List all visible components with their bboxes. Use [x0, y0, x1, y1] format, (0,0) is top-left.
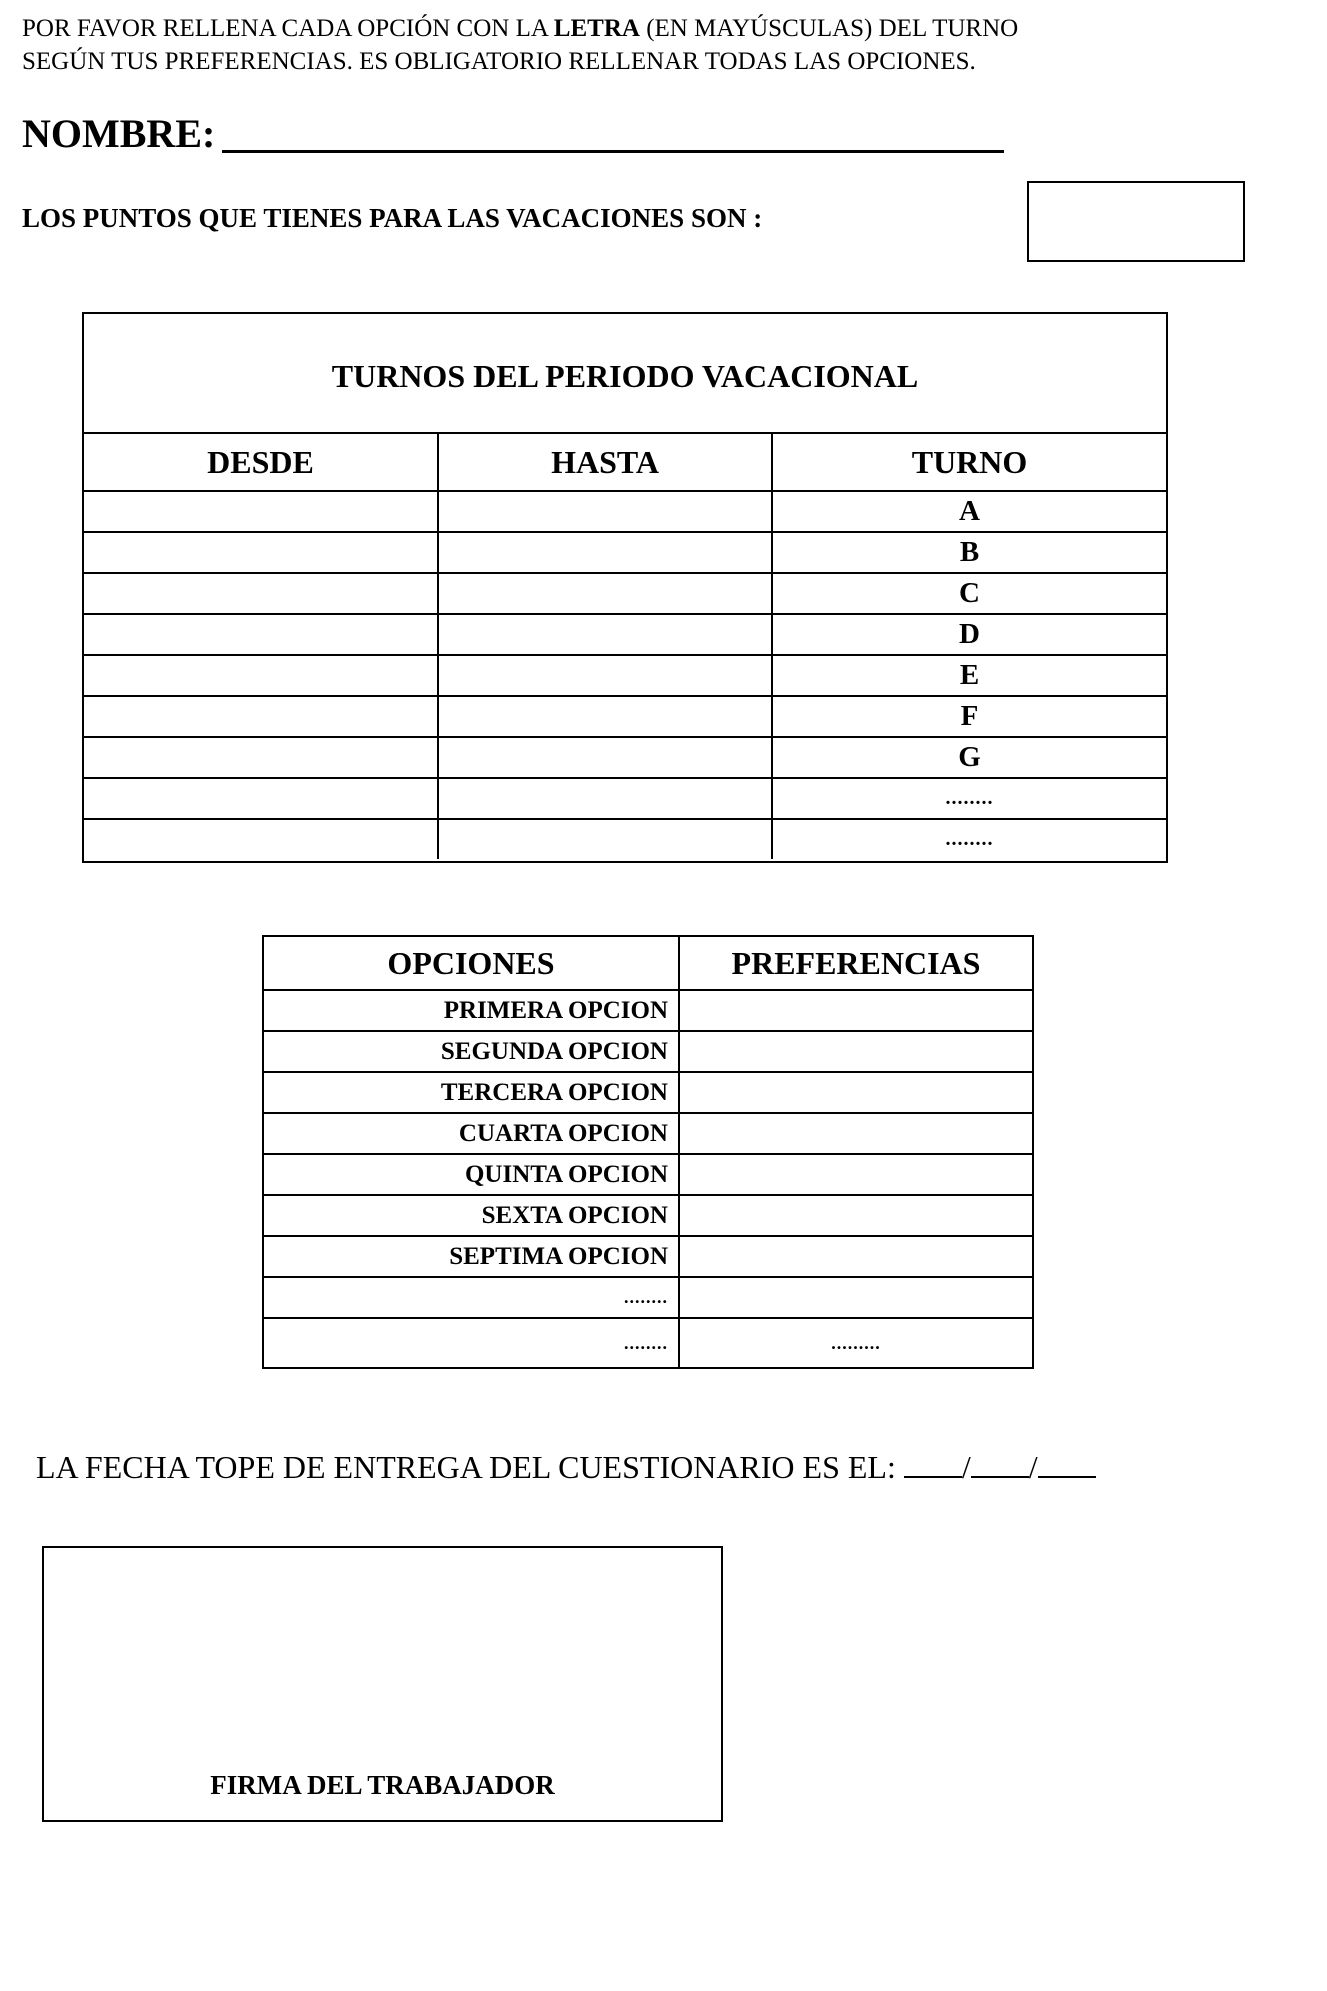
desde-cell[interactable] — [84, 573, 438, 614]
header-hasta: HASTA — [438, 434, 772, 491]
desde-cell[interactable] — [84, 655, 438, 696]
opcion-label: CUARTA OPCION — [263, 1113, 679, 1154]
preferencia-cell[interactable] — [679, 1154, 1033, 1195]
turnos-header-row — [84, 434, 1166, 491]
table-row — [84, 491, 1166, 532]
turno-cell: F — [772, 696, 1166, 737]
opcion-label: PRIMERA OPCION — [263, 990, 679, 1031]
header-turno: TURNO — [772, 434, 1166, 491]
opcion-label: SEPTIMA OPCION — [263, 1236, 679, 1277]
table-row — [263, 1154, 1033, 1195]
instructions-text — [22, 12, 1222, 78]
fecha-year-blank[interactable] — [1038, 1446, 1096, 1478]
desde-cell[interactable] — [84, 614, 438, 655]
hasta-cell[interactable] — [438, 819, 772, 859]
turno-cell: C — [772, 573, 1166, 614]
opcion-label: ........ — [263, 1277, 679, 1318]
table-row — [263, 1113, 1033, 1154]
desde-cell[interactable] — [84, 819, 438, 859]
table-row — [84, 778, 1166, 819]
fecha-separator: / — [961, 1449, 971, 1485]
puntos-label: LOS PUNTOS QUE TIENES PARA LAS VACACIONES SON : — [22, 203, 763, 233]
desde-cell[interactable] — [84, 778, 438, 819]
hasta-cell[interactable] — [438, 573, 772, 614]
table-row — [263, 990, 1033, 1031]
nombre-label: NOMBRE: — [22, 111, 216, 156]
opcion-label: QUINTA OPCION — [263, 1154, 679, 1195]
fecha-label: LA FECHA TOPE DE ENTREGA DEL CUESTIONARIO ES EL: — [36, 1449, 896, 1485]
table-row — [84, 532, 1166, 573]
instructions-part2: (EN MAYÚSCULAS) DEL TURNO — [639, 15, 1019, 42]
turno-cell: ........ — [772, 778, 1166, 819]
opcion-label: TERCERA OPCION — [263, 1072, 679, 1113]
turno-cell: ........ — [772, 819, 1166, 859]
fecha-line — [36, 1446, 1096, 1487]
puntos-input-box[interactable] — [1027, 181, 1245, 262]
table-row — [84, 614, 1166, 655]
turno-cell: D — [772, 614, 1166, 655]
table-row — [263, 1277, 1033, 1318]
table-row — [84, 819, 1166, 859]
instructions-part1: POR FAVOR RELLENA CADA OPCIÓN CON LA — [22, 15, 554, 42]
table-row — [84, 696, 1166, 737]
preferencia-cell[interactable] — [679, 990, 1033, 1031]
opciones-table — [262, 935, 1034, 1369]
preferencia-cell[interactable]: ......... — [679, 1318, 1033, 1368]
table-row — [263, 1236, 1033, 1277]
table-row — [84, 737, 1166, 778]
desde-cell[interactable] — [84, 532, 438, 573]
preferencia-cell[interactable] — [679, 1113, 1033, 1154]
instructions-bold-word: LETRA — [553, 15, 640, 42]
header-desde: DESDE — [84, 434, 438, 491]
header-preferencias: PREFERENCIAS — [679, 936, 1033, 990]
opcion-label: SEXTA OPCION — [263, 1195, 679, 1236]
table-row — [84, 655, 1166, 696]
table-row — [263, 1031, 1033, 1072]
preferencia-cell[interactable] — [679, 1277, 1033, 1318]
turno-cell: G — [772, 737, 1166, 778]
preferencia-cell[interactable] — [679, 1072, 1033, 1113]
hasta-cell[interactable] — [438, 696, 772, 737]
hasta-cell[interactable] — [438, 491, 772, 532]
desde-cell[interactable] — [84, 491, 438, 532]
fecha-month-blank[interactable] — [971, 1446, 1029, 1478]
opcion-label: SEGUNDA OPCION — [263, 1031, 679, 1072]
hasta-cell[interactable] — [438, 532, 772, 573]
fecha-separator: / — [1028, 1449, 1038, 1485]
header-opciones: OPCIONES — [263, 936, 679, 990]
turnos-table — [82, 312, 1168, 863]
hasta-cell[interactable] — [438, 655, 772, 696]
turnos-grid — [84, 434, 1166, 859]
desde-cell[interactable] — [84, 737, 438, 778]
opcion-label: ........ — [263, 1318, 679, 1368]
nombre-input-line[interactable] — [222, 150, 1004, 153]
firma-label: FIRMA DEL TRABAJADOR — [210, 1770, 555, 1800]
table-row — [84, 573, 1166, 614]
hasta-cell[interactable] — [438, 778, 772, 819]
table-row — [263, 1072, 1033, 1113]
turno-cell: B — [772, 532, 1166, 573]
firma-box[interactable] — [42, 1546, 723, 1822]
preferencia-cell[interactable] — [679, 1195, 1033, 1236]
preferencia-cell[interactable] — [679, 1236, 1033, 1277]
turnos-table-title: TURNOS DEL PERIODO VACACIONAL — [84, 314, 1166, 434]
hasta-cell[interactable] — [438, 737, 772, 778]
opciones-header-row — [263, 936, 1033, 990]
turno-cell: A — [772, 491, 1166, 532]
table-row — [263, 1195, 1033, 1236]
hasta-cell[interactable] — [438, 614, 772, 655]
fecha-day-blank[interactable] — [904, 1446, 962, 1478]
table-row — [263, 1318, 1033, 1368]
preferencia-cell[interactable] — [679, 1031, 1033, 1072]
instructions-line2: SEGÚN TUS PREFERENCIAS. ES OBLIGATORIO RELLENAR TODAS LAS OPCIONES. — [22, 48, 976, 75]
desde-cell[interactable] — [84, 696, 438, 737]
turno-cell: E — [772, 655, 1166, 696]
